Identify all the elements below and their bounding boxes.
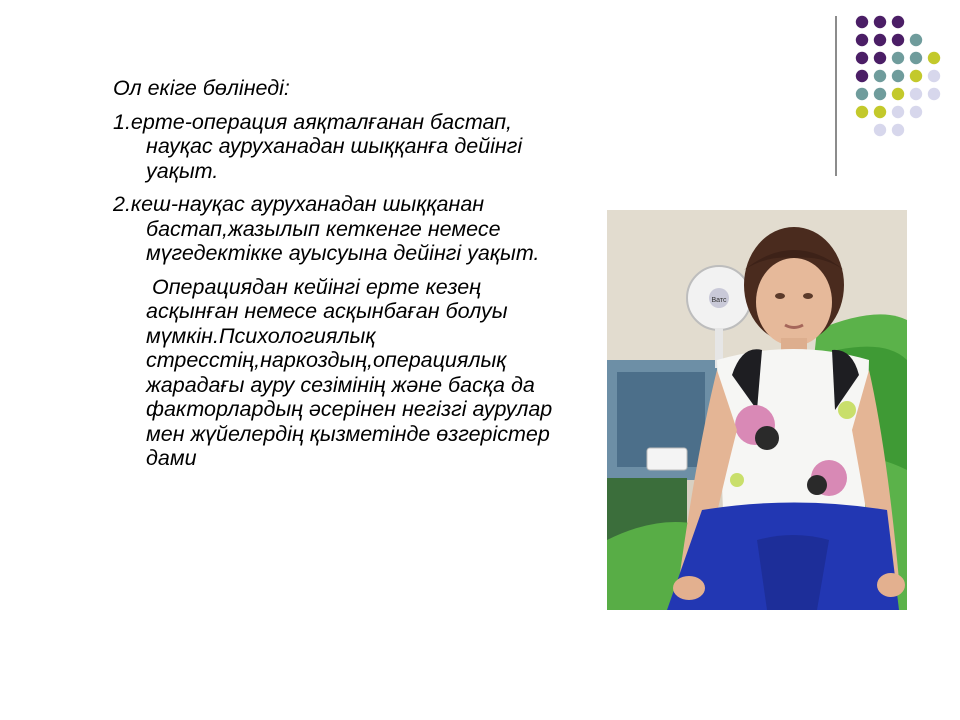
decorative-dot [928, 52, 940, 64]
decorative-vertical-line [835, 16, 837, 176]
fan-label: Ватс [711, 297, 727, 304]
decorative-dot [892, 34, 904, 46]
decorative-dot [874, 34, 886, 46]
decorative-dot [856, 106, 868, 118]
decorative-dot [910, 34, 922, 46]
decorative-dot [874, 106, 886, 118]
decorative-dot [910, 70, 922, 82]
decorative-dot [892, 52, 904, 64]
decorative-dot [892, 106, 904, 118]
decorative-dot [874, 52, 886, 64]
decorative-dot [856, 52, 868, 64]
decorative-dot [910, 88, 922, 100]
decorative-dot [928, 88, 940, 100]
decorative-dot [856, 70, 868, 82]
list-item-early: 1.ерте-операция аяқталғанан бастап, науқас ауруханадан шыққанға дейінгі уақыт. [113, 109, 523, 183]
patient-photo [607, 210, 907, 610]
decorative-dot [910, 52, 922, 64]
body-paragraph [113, 275, 573, 471]
decorative-dot [928, 70, 940, 82]
decorative-dot [874, 88, 886, 100]
decorative-dot [910, 106, 922, 118]
slide-heading: Ол екіге бөлінеді: [113, 76, 290, 100]
decorative-dot [874, 124, 886, 136]
decorative-dot [874, 16, 886, 28]
decorative-dot [856, 34, 868, 46]
patient-photo-illustration [607, 210, 907, 610]
decorative-dot [856, 88, 868, 100]
decorative-dot [892, 88, 904, 100]
slide-text [113, 76, 573, 480]
list-item-late: 2.кеш-науқас ауруханадан шыққанан бастап,жазылып кеткенге немесе мүгедектікке ауысуына дейінгі уақыт. [113, 192, 540, 265]
decorative-dot [874, 70, 886, 82]
body-paragraph-text: Операциядан кейінгі ерте кезең асқынған немесе асқынбаған болуы мүмкін.Психологиялық стресстің,наркоздың,операциялық жарадағы ауру сезімінің және басқа да факторлардың әсерінен негізгі аурулар мен жүйелердің қызметінде өзгерістер дами [146, 274, 553, 470]
decorative-dot [892, 16, 904, 28]
decorative-dot [856, 16, 868, 28]
decorative-dot [892, 70, 904, 82]
decorative-dot [892, 124, 904, 136]
